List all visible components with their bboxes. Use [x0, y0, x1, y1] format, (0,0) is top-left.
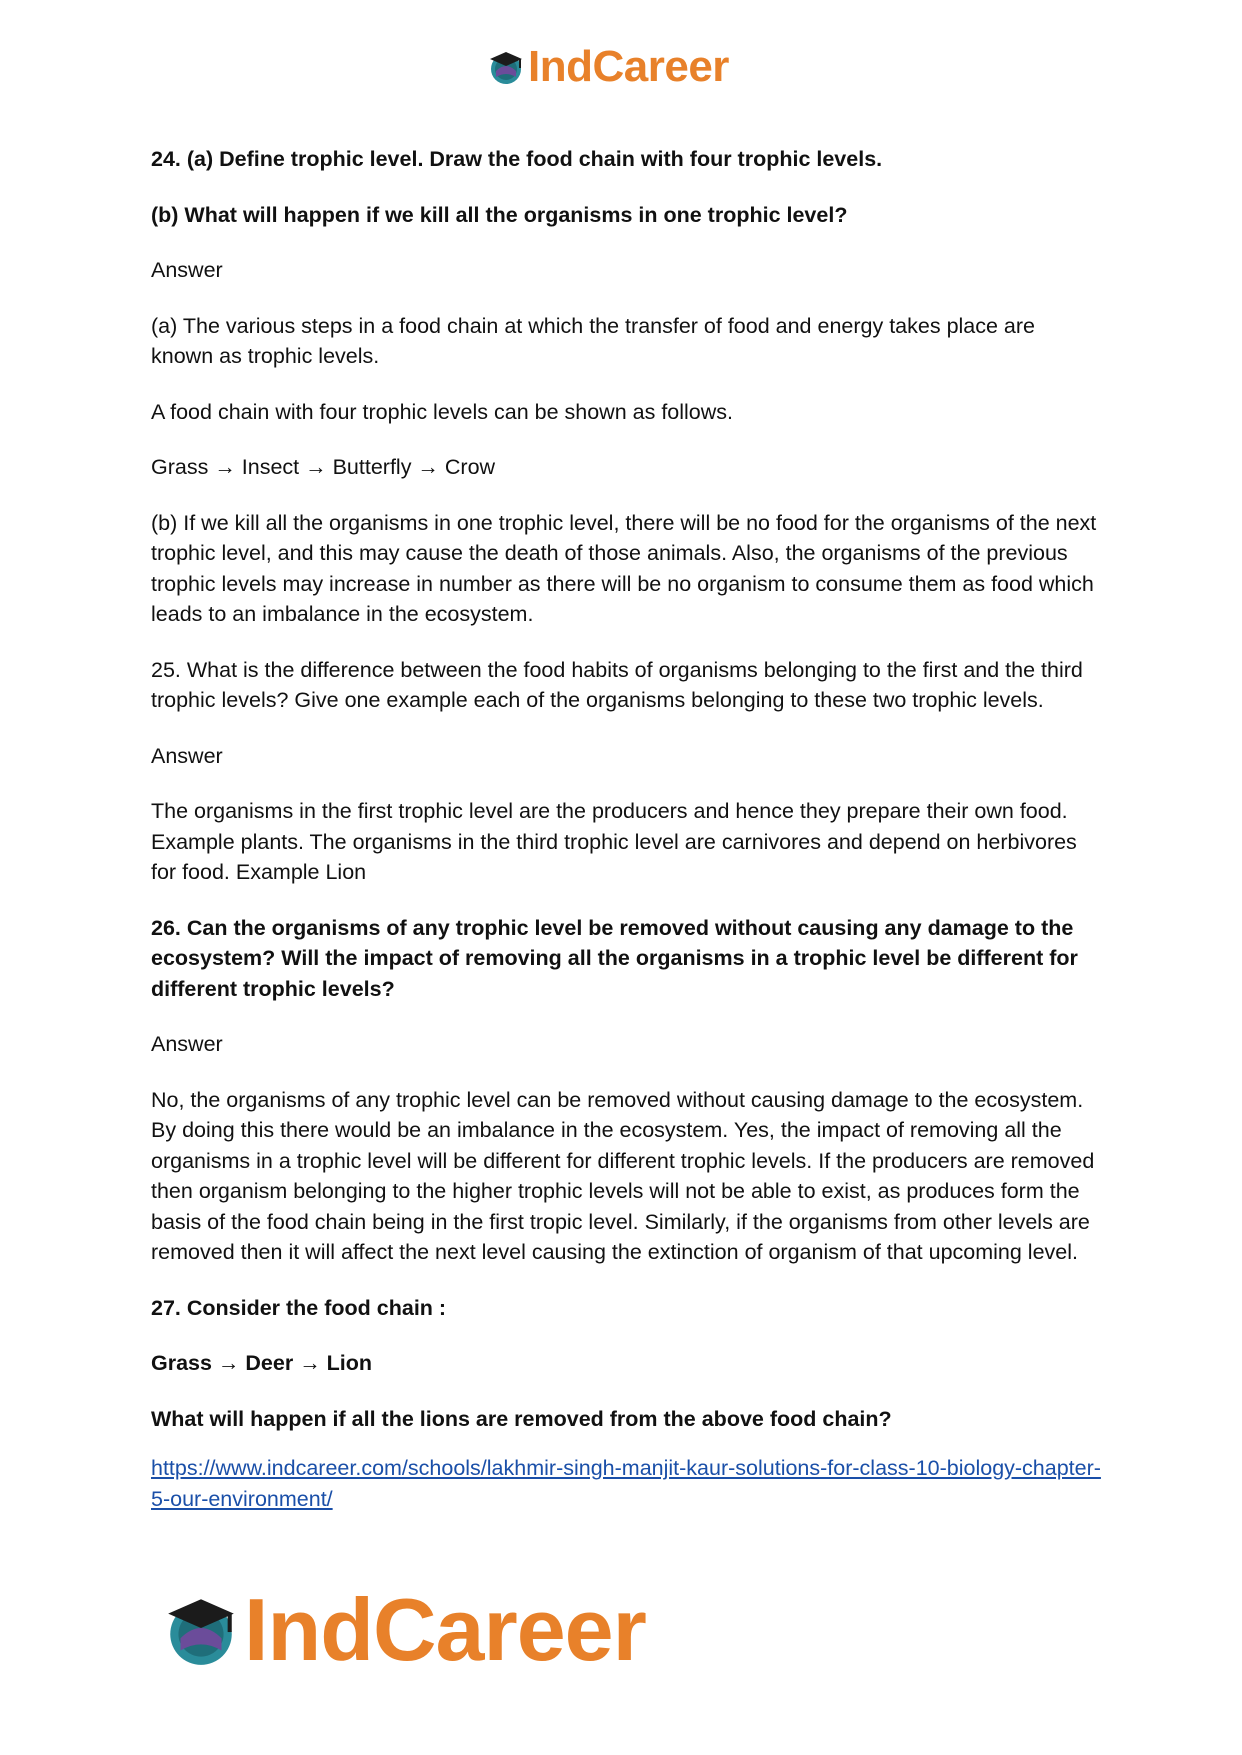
footer-logo-text: IndCareer	[244, 1580, 646, 1679]
graduation-cap-logo-icon	[486, 47, 526, 87]
header-logo	[486, 42, 729, 92]
graduation-cap-logo-icon	[160, 1589, 242, 1671]
question-27: 27. Consider the food chain :	[151, 1295, 447, 1320]
source-link[interactable]: https://www.indcareer.com/schools/lakhmir-singh-manjit-kaur-solutions-for-class-10-biology-chapter-5-our-environment/	[151, 1456, 1101, 1511]
answer-26: No, the organisms of any trophic level can be removed without causing damage to the ecosystem. By doing this there would be an imbalance in the ecosystem. Yes, the impact of removing all the organisms in a trophic level will be different for different trophic levels. If the producers are removed then organism belonging to the higher trophic levels will not be able to exist, as produces form the basis of the food chain being in the first tropic level. Similarly, if the organisms from other levels are removed then it will affect the next level causing the extinction of organism of that upcoming level.	[151, 1087, 1095, 1264]
answer-24a: (a) The various steps in a food chain at which the transfer of food and energy takes place are known as trophic levels.	[151, 313, 1036, 368]
footer-logo	[160, 1582, 646, 1678]
answer-label: Answer	[151, 258, 223, 282]
question-24a: 24. (a) Define trophic level. Draw the food chain with four trophic levels.	[151, 147, 883, 171]
answer-24b: (b) If we kill all the organisms in one trophic level, there will be no food for the organisms of the next trophic level, and this may cause the death of those animals. Also, the organisms of the previous trophic levels may increase in number as there will be no organism to consume them as food which leads to an imbalance in the ecosystem.	[151, 510, 1097, 626]
question-26: 26. Can the organisms of any trophic level be removed without causing any damage to the ecosystem? Will the impact of removing all the organisms in a trophic level be different for different trophic levels?	[151, 915, 1078, 1001]
question-27-food-chain: Grass → Deer → Lion	[151, 1351, 373, 1375]
question-27-prompt: What will happen if all the lions are removed from the above food chain?	[151, 1406, 892, 1431]
answer-label: Answer	[151, 1032, 223, 1056]
answer-25: The organisms in the first trophic level are the producers and hence they prepare their own food. Example plants. The organisms in the third trophic level are carnivores and depend on herbivores for food. Example Lion	[151, 799, 1077, 884]
answer-24-chain-intro: A food chain with four trophic levels can be shown as follows.	[151, 399, 734, 424]
question-24b: (b) What will happen if we kill all the organisms in one trophic level?	[151, 202, 848, 227]
question-25: 25. What is the difference between the food habits of organisms belonging to the first and the third trophic levels? Give one example each of the organisms belonging to these two trophic levels.	[151, 657, 1083, 712]
document-content	[151, 144, 1101, 1514]
header-logo-text: IndCareer	[528, 42, 729, 91]
answer-24-food-chain: Grass → Insect → Butterfly → Crow	[151, 455, 496, 479]
answer-label: Answer	[151, 743, 223, 768]
